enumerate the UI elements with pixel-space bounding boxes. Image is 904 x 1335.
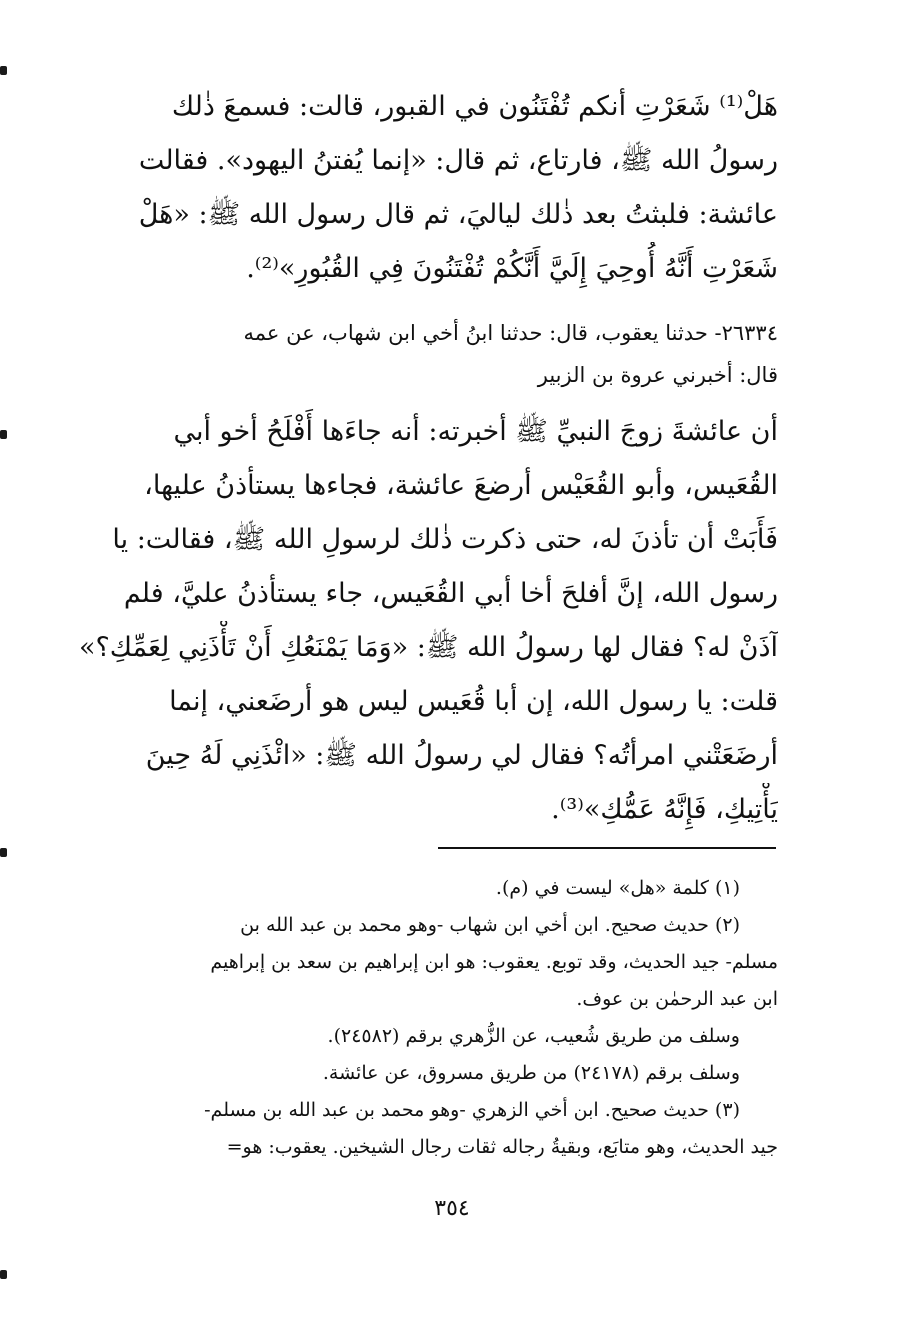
text-line: أرضَعَتْني امرأتُه؟ فقال لي رسولُ الله ﷺ: «ائْذَنِي لَهُ حِينَ	[145, 740, 778, 771]
margin-mark-bottom	[0, 1270, 7, 1279]
margin-mark-lower	[0, 848, 7, 857]
footnote-line: جيد الحديث، وهو متابَع، وبقيةُ رجاله ثقات رجال الشيخين. يعقوب: هو=	[226, 1136, 778, 1158]
page-number: ٣٥٤	[434, 1196, 470, 1221]
text-line: آذَنْ له؟ فقال لها رسولُ الله ﷺ: «وَمَا يَمْنَعُكِ أَنْ تَأْذَنِي لِعَمِّكِ؟»	[78, 632, 778, 663]
text-line: رسول الله، إنَّ أفلحَ أخا أبي القُعَيس، جاء يستأذنُ عليَّ، فلم	[123, 578, 778, 609]
text-line: فَأَبَتْ أن تأذنَ له، حتى ذكرت ذٰلك لرسولِ الله ﷺ، فقالت: يا	[112, 524, 778, 555]
footnotes	[78, 870, 778, 1166]
footnote-line: وسلف برقم (٢٤١٧٨) من طريق مسروق، عن عائشة.	[322, 1062, 740, 1084]
text-line: القُعَيس، وأبو القُعَيْس أرضعَ عائشة، فجاءها يستأذنُ عليها،	[144, 470, 778, 501]
footnote-line: (٣) حديث صحيح. ابن أخي الزهري -وهو محمد بن عبد الله بن مسلم-	[204, 1099, 740, 1121]
text-line: رسولُ الله ﷺ، فارتاع، ثم قال: «إنما يُفتنُ اليهود». فقالت	[138, 145, 778, 176]
footnote-divider	[438, 847, 776, 849]
text-line: هَلْ⁽¹⁾ شَعَرْتِ أنكم تُفْتَنُون في القبور، قالت: فسمعَ ذٰلك	[171, 91, 778, 122]
margin-mark-top	[0, 66, 7, 75]
footnote-line: وسلف من طريق شُعيب، عن الزُّهري برقم (٢٤٥٨٢).	[327, 1025, 740, 1047]
text-line: شَعَرْتِ أَنَّهُ أُوحِيَ إِلَيَّ أَنَّكُمْ تُفْتَنُونَ فِي القُبُورِ»⁽²⁾.	[246, 253, 778, 284]
footnote-line: مسلم- جيد الحديث، وقد توبع. يعقوب: هو ابن إبراهيم بن سعد بن إبراهيم	[210, 951, 778, 973]
text-line: يَأْتِيكِ، فَإِنَّهُ عَمُّكِ»⁽³⁾.	[551, 794, 778, 825]
isnad-line: ٢٦٣٣٤- حدثنا يعقوب، قال: حدثنا ابنُ أخي ابن شهاب، عن عمه	[243, 321, 778, 345]
footnote-line: ابن عبد الرحمٰن بن عوف.	[576, 988, 778, 1010]
text-line: عائشة: فلبثتُ بعد ذٰلك لياليَ، ثم قال رسول الله ﷺ: «هَلْ	[138, 199, 778, 230]
text-line: أن عائشةَ زوجَ النبيِّ ﷺ أخبرته: أنه جاءَها أَفْلَحُ أخو أبي	[173, 416, 778, 447]
isnad-line: قال: أخبرني عروة بن الزبير	[537, 363, 778, 387]
hadith-text-continuation	[78, 80, 778, 296]
footnote-line: (١) كلمة «هل» ليست في (م).	[495, 877, 740, 899]
footnote-line: (٢) حديث صحيح. ابن أخي ابن شهاب -وهو محمد بن عبد الله بن	[240, 914, 740, 936]
hadith-isnad-heading	[78, 312, 778, 396]
hadith-text-body	[78, 405, 778, 837]
margin-mark-middle	[0, 430, 7, 439]
text-line: قلت: يا رسول الله، إن أبا قُعَيس ليس هو أرضَعني، إنما	[169, 686, 778, 717]
